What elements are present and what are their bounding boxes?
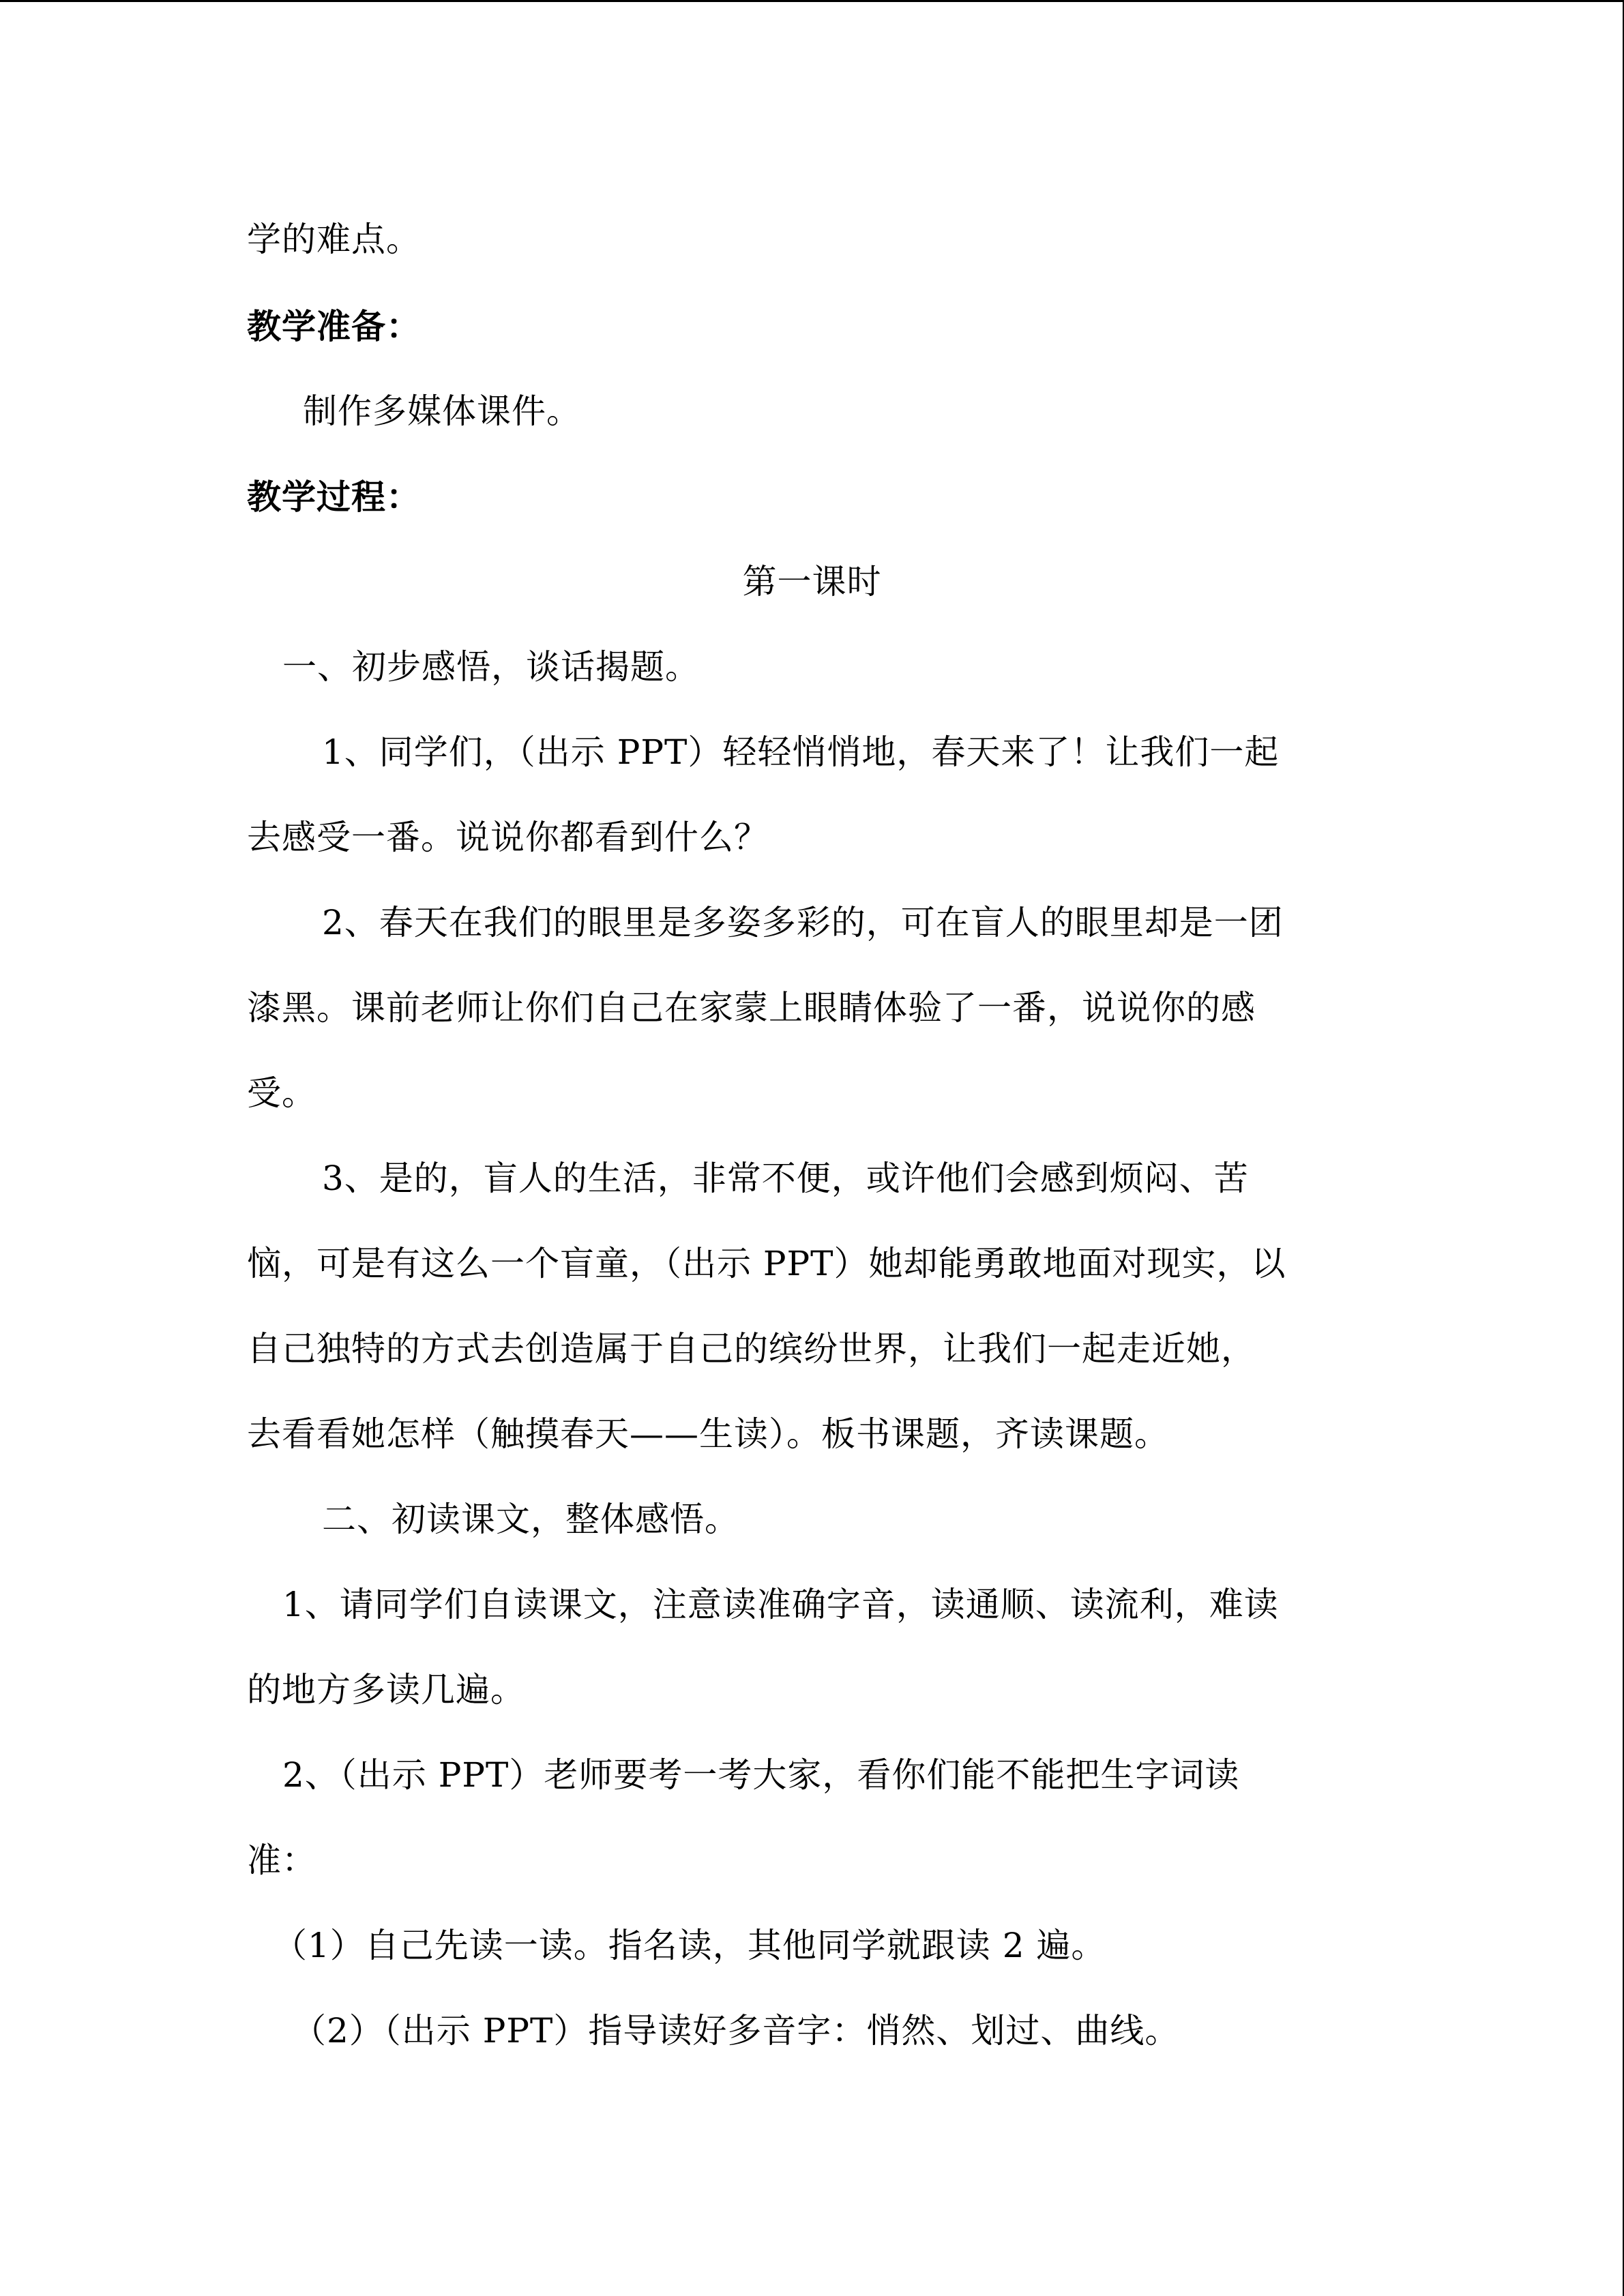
text-line-1: 学的难点。 — [247, 220, 421, 259]
text-line-9: 2、春天在我们的眼里是多姿多彩的，可在盲人的眼里却是一团 — [322, 903, 1284, 942]
text-line-20: 准： — [247, 1840, 316, 1880]
text-line-21: （1）自己先读一读。指名读，其他同学就跟读 2 遍。 — [273, 1926, 1106, 1965]
section-heading-teaching-process: 教学过程： — [247, 477, 421, 517]
text-line-13: 恼，可是有这么一个盲童，（出示 PPT）她却能勇敢地面对现实，以 — [247, 1244, 1286, 1283]
section-heading-teaching-preparation: 教学准备： — [247, 306, 421, 346]
text-line-22: （2）（出示 PPT）指导读好多音字：悄然、划过、曲线。 — [292, 2011, 1180, 2051]
text-line-12: 3、是的，盲人的生活，非常不便，或许他们会感到烦闷、苦 — [322, 1159, 1249, 1198]
text-line-14: 自己独特的方式去创造属于自己的缤纷世界，让我们一起走近她， — [247, 1329, 1256, 1369]
text-line-6: 一、初步感悟，谈话揭题。 — [282, 647, 700, 687]
text-line-10: 漆黑。课前老师让你们自己在家蒙上眼睛体验了一番，说说你的感 — [247, 988, 1256, 1028]
text-line-19: 2、（出示 PPT）老师要考一考大家，看你们能不能把生字词读 — [282, 1755, 1240, 1795]
text-line-7: 1、同学们，（出示 PPT）轻轻悄悄地，春天来了！让我们一起 — [322, 732, 1280, 772]
text-line-15: 去看看她怎样（触摸春天——生读）。板书课题，齐读课题。 — [247, 1414, 1169, 1454]
text-line-17: 1、请同学们自读课文，注意读准确字音，读通顺、读流利，难读 — [282, 1585, 1279, 1624]
text-line-18: 的地方多读几遍。 — [247, 1670, 525, 1710]
text-line-3: 制作多媒体课件。 — [303, 391, 581, 431]
text-line-16: 二、初读课文，整体感悟。 — [322, 1500, 739, 1539]
text-line-11: 受。 — [247, 1073, 316, 1113]
text-line-8: 去感受一番。说说你都看到什么？ — [247, 818, 769, 857]
lesson-title: 第一课时 — [742, 562, 882, 601]
